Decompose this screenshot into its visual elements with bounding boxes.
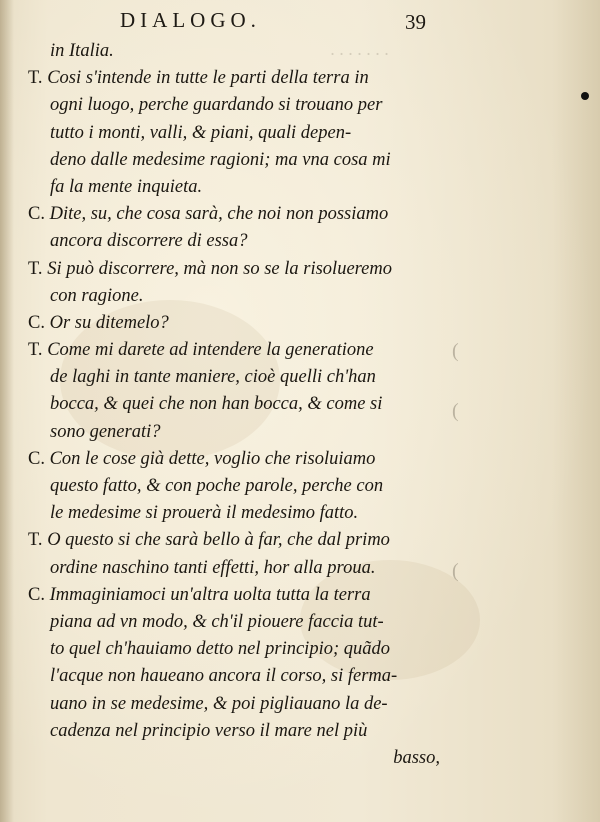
line-text: fa la mente inquieta. [50,176,203,197]
line-text: to quel ch'hauiamo detto nel principio; quãdo [50,639,390,660]
page-gutter-shadow [0,0,14,822]
text-line [28,500,448,527]
line-text: sono generati? [50,421,161,442]
line-text: ordine naschino tanti effetti, hor alla proua. [50,557,376,578]
text-line [28,337,448,364]
line-text: questo fatto, & con poche parole, perche con [50,476,384,496]
text-line [28,555,448,582]
text-line [28,174,448,201]
line-text: tutto i monti, valli, & piani, quali depen- [50,122,352,143]
line-text: ancora discorrere di essa? [50,231,248,252]
text-line [28,636,448,663]
speaker-tag: T. [28,340,43,361]
text-line [28,609,448,636]
running-head: DIALOGO. [120,8,261,32]
text-line [28,256,448,283]
line-text: uano in se medesime, & poi pigliauano la de- [50,693,388,714]
line-text: piana ad vn modo, & ch'il piouere faccia tut- [50,611,384,632]
line-text: Con le cose già dette, voglio che risoluiamo [49,448,376,469]
text-line [28,310,448,337]
text-line [28,527,448,554]
margin-mark: ( [452,560,459,582]
line-text: ogni luogo, perche guardando si trouano per [50,95,383,116]
text-line [28,663,448,690]
catchword-line [28,745,448,772]
text-line [28,228,448,255]
text-line [28,38,448,65]
catchword: basso, [393,747,440,768]
text-line [28,473,448,500]
line-text: con ragione. [50,285,144,306]
text-line [28,582,448,609]
text-line [28,283,448,310]
speaker-tag: T. [28,68,43,89]
line-text: l'acque non haueano ancora il corso, si ferma- [50,666,398,687]
margin-mark: ( [452,340,459,362]
line-text: Si può discorrere, mà non so se la risolueremo [47,258,392,279]
text-line [28,147,448,174]
line-text: deno dalle medesime ragioni; ma vna cosa mi [50,149,391,170]
text-line [28,364,448,391]
text-line [28,446,448,473]
line-text: Immaginiamoci un'altra uolta tutta la terra [49,584,371,605]
show-through-text: · · · · · · · [330,44,389,64]
speaker-tag: C. [28,584,45,605]
line-text: cadenza nel principio verso il mare nel più [50,720,368,741]
line-text: O questo si che sarà bello à far, che dal primo [47,530,390,551]
text-line [28,65,448,92]
text-line [28,92,448,119]
margin-mark: ( [452,400,459,422]
speaker-tag: C. [28,312,45,333]
line-text: in Italia. [50,41,114,61]
page-number: 39 [405,10,426,34]
line-text: Come mi darete ad intendere la generatione [47,340,374,361]
text-line [28,201,448,228]
line-text: bocca, & quei che non han bocca, & come si [50,394,383,415]
ink-dot [581,92,589,100]
text-line [28,718,448,745]
text-line [28,419,448,446]
text-line [28,120,448,147]
speaker-tag: C. [28,204,45,225]
speaker-tag: C. [28,448,45,469]
text-line [28,691,448,718]
line-text: le medesime si prouerà il medesimo fatto. [50,503,359,524]
line-text: Or su ditemelo? [49,312,169,333]
line-text: de laghi in tante maniere, cioè quelli ch'han [50,367,376,388]
speaker-tag: T. [28,258,43,279]
speaker-tag: T. [28,530,43,551]
dialogue-text [28,38,448,772]
text-line [28,391,448,418]
line-text: Dite, su, che cosa sarà, che noi non possiamo [49,204,389,225]
line-text: Cosi s'intende in tutte le parti della terra in [47,68,369,89]
